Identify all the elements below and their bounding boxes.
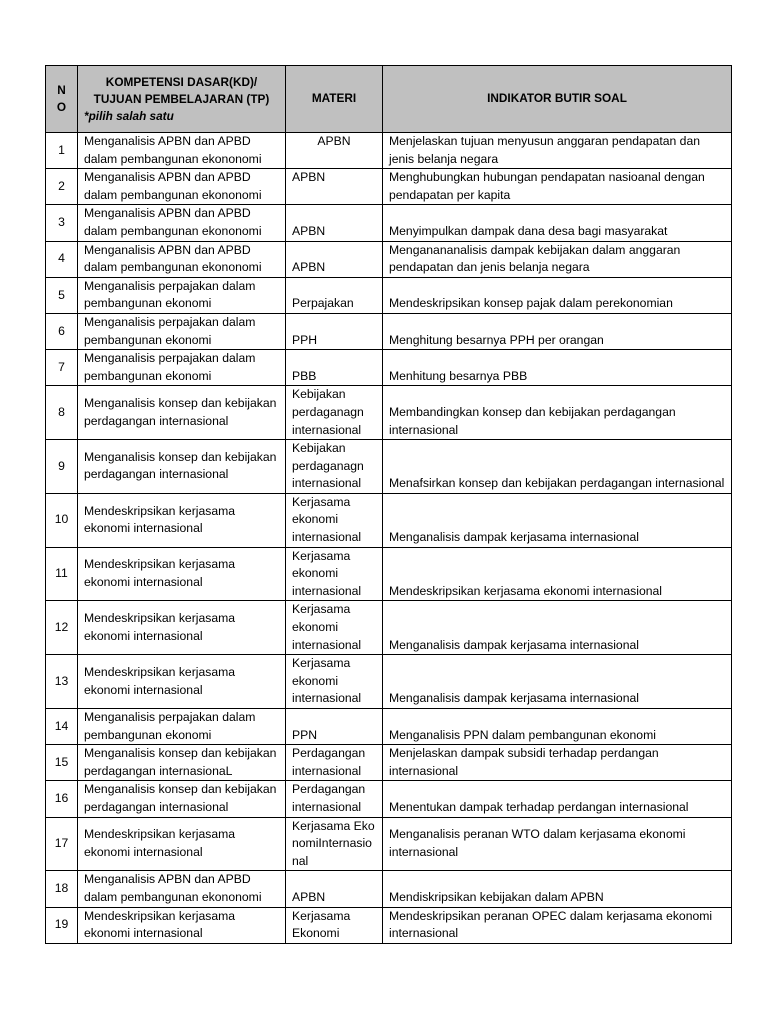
table-row bbox=[46, 745, 732, 781]
materi-cell: Kerjasama ekonomi internasional bbox=[286, 655, 383, 709]
table-row bbox=[46, 601, 732, 655]
table-row bbox=[46, 440, 732, 494]
table-row bbox=[46, 241, 732, 277]
table-row bbox=[46, 655, 732, 709]
materi-cell: Kerjasama ekonomi internasional bbox=[286, 601, 383, 655]
table-row bbox=[46, 871, 732, 907]
table-row bbox=[46, 817, 732, 871]
materi-cell: Kerjasama ekonomi internasional bbox=[286, 493, 383, 547]
indikator-cell: Menganalisis dampak kerjasama internasional bbox=[383, 493, 732, 547]
row-number: 8 bbox=[46, 386, 78, 440]
materi-cell: Perpajakan bbox=[286, 277, 383, 313]
header-kd-line2: TUJUAN PEMBELAJARAN (TP) bbox=[93, 91, 270, 106]
indikator-cell: Mendeskripsikan konsep pajak dalam perekonomian bbox=[383, 277, 732, 313]
kd-cell: Menganalisis konsep dan kebijakan perdagangan internasional bbox=[78, 440, 286, 494]
materi-cell: PPN bbox=[286, 709, 383, 745]
indikator-cell: Mendeskripsikan kerjasama ekonomi internasional bbox=[383, 547, 732, 601]
table-row bbox=[46, 169, 732, 205]
header-no bbox=[46, 66, 78, 133]
row-number: 19 bbox=[46, 907, 78, 943]
row-number: 9 bbox=[46, 440, 78, 494]
table-row bbox=[46, 277, 732, 313]
row-number: 2 bbox=[46, 169, 78, 205]
indikator-cell: Menghubungkan hubungan pendapatan nasioanal dengan pendapatan per kapita bbox=[383, 169, 732, 205]
materi-cell: Kebijakan perdaganagn internasional bbox=[286, 386, 383, 440]
row-number: 4 bbox=[46, 241, 78, 277]
indikator-cell: Menganananalisis dampak kebijakan dalam anggaran pendapatan dan jenis belanja negara bbox=[383, 241, 732, 277]
kd-cell: Menganalisis APBN dan APBD dalam pembangunan ekononomi bbox=[78, 205, 286, 241]
materi-cell: Perdagangan internasional bbox=[286, 781, 383, 817]
materi-cell: PBB bbox=[286, 350, 383, 386]
header-no-line2: O bbox=[56, 100, 67, 114]
header-kd-line1: KOMPETENSI DASAR(KD)/ bbox=[105, 74, 258, 89]
materi-cell: PPH bbox=[286, 313, 383, 349]
kisi-kisi-table bbox=[45, 65, 732, 944]
row-number: 18 bbox=[46, 871, 78, 907]
kd-cell: Mendeskripsikan kerjasama ekonomi internasional bbox=[78, 493, 286, 547]
kd-cell: Menganalisis konsep dan kebijakan perdagangan internasional bbox=[78, 781, 286, 817]
indikator-cell: Menyimpulkan dampak dana desa bagi masyarakat bbox=[383, 205, 732, 241]
kd-cell: Menganalisis konsep dan kebijakan perdagangan internasional bbox=[78, 386, 286, 440]
kd-cell: Mendeskripsikan kerjasama ekonomi internasional bbox=[78, 655, 286, 709]
materi-cell: Kerjasama EkonomiInternasional bbox=[286, 817, 383, 871]
kd-cell: Mendeskripsikan kerjasama ekonomi internasional bbox=[78, 601, 286, 655]
kd-cell: Mendeskripsikan kerjasama ekonomi internasional bbox=[78, 547, 286, 601]
kd-cell: Menganalisis perpajakan dalam pembangunan ekonomi bbox=[78, 709, 286, 745]
indikator-cell: Membandingkan konsep dan kebijakan perdagangan internasional bbox=[383, 386, 732, 440]
table-row bbox=[46, 907, 732, 943]
kd-cell: Menganalisis konsep dan kebijakan perdagangan internasionaL bbox=[78, 745, 286, 781]
table-row bbox=[46, 386, 732, 440]
table-row bbox=[46, 350, 732, 386]
kd-cell: Menganalisis APBN dan APBD dalam pembangunan ekononomi bbox=[78, 871, 286, 907]
row-number: 11 bbox=[46, 547, 78, 601]
indikator-cell: Menganalisis dampak kerjasama internasional bbox=[383, 655, 732, 709]
materi-cell: APBN bbox=[286, 205, 383, 241]
kd-cell: Menganalisis perpajakan dalam pembangunan ekonomi bbox=[78, 277, 286, 313]
indikator-cell: Menganalisis peranan WTO dalam kerjasama ekonomi internasional bbox=[383, 817, 732, 871]
kd-cell: Menganalisis perpajakan dalam pembangunan ekonomi bbox=[78, 313, 286, 349]
row-number: 3 bbox=[46, 205, 78, 241]
row-number: 5 bbox=[46, 277, 78, 313]
kd-cell: Menganalisis APBN dan APBD dalam pembangunan ekononomi bbox=[78, 241, 286, 277]
indikator-cell: Menjelaskan dampak subsidi terhadap perdangan internasional bbox=[383, 745, 732, 781]
header-indikator: INDIKATOR BUTIR SOAL bbox=[383, 66, 732, 133]
header-kompetensi-dasar bbox=[78, 66, 286, 133]
table-row bbox=[46, 547, 732, 601]
indikator-cell: Menjelaskan tujuan menyusun anggaran pendapatan dan jenis belanja negara bbox=[383, 133, 732, 169]
row-number: 15 bbox=[46, 745, 78, 781]
materi-cell: Perdagangan internasional bbox=[286, 745, 383, 781]
row-number: 13 bbox=[46, 655, 78, 709]
indikator-cell: Menghitung besarnya PPH per orangan bbox=[383, 313, 732, 349]
header-no-line1: N bbox=[57, 83, 66, 97]
kd-cell: Menganalisis APBN dan APBD dalam pembangunan ekononomi bbox=[78, 169, 286, 205]
header-row bbox=[46, 66, 732, 133]
materi-cell: Kerjasama ekonomi internasional bbox=[286, 547, 383, 601]
materi-cell: Kebijakan perdaganagn internasional bbox=[286, 440, 383, 494]
materi-cell: APBN bbox=[286, 241, 383, 277]
row-number: 7 bbox=[46, 350, 78, 386]
materi-cell: APBN bbox=[286, 871, 383, 907]
materi-cell: APBN bbox=[286, 133, 383, 169]
table-row bbox=[46, 709, 732, 745]
indikator-cell: Mendeskripsikan peranan OPEC dalam kerjasama ekonomi internasional bbox=[383, 907, 732, 943]
indikator-cell: Menentukan dampak terhadap perdangan internasional bbox=[383, 781, 732, 817]
row-number: 14 bbox=[46, 709, 78, 745]
table-row bbox=[46, 313, 732, 349]
kd-cell: Menganalisis perpajakan dalam pembangunan ekonomi bbox=[78, 350, 286, 386]
row-number: 10 bbox=[46, 493, 78, 547]
indikator-cell: Menhitung besarnya PBB bbox=[383, 350, 732, 386]
row-number: 1 bbox=[46, 133, 78, 169]
indikator-cell: Menafsirkan konsep dan kebijakan perdagangan internasional bbox=[383, 440, 732, 494]
table-row bbox=[46, 205, 732, 241]
header-kd-note: *pilih salah satu bbox=[84, 108, 174, 123]
row-number: 6 bbox=[46, 313, 78, 349]
kd-cell: Mendeskripsikan kerjasama ekonomi internasional bbox=[78, 817, 286, 871]
table-row bbox=[46, 493, 732, 547]
row-number: 17 bbox=[46, 817, 78, 871]
row-number: 16 bbox=[46, 781, 78, 817]
indikator-cell: Menganalisis dampak kerjasama internasional bbox=[383, 601, 732, 655]
kd-cell: Menganalisis APBN dan APBD dalam pembangunan ekononomi bbox=[78, 133, 286, 169]
row-number: 12 bbox=[46, 601, 78, 655]
header-materi: MATERI bbox=[286, 66, 383, 133]
indikator-cell: Mendiskripsikan kebijakan dalam APBN bbox=[383, 871, 732, 907]
kd-cell: Mendeskripsikan kerjasama ekonomi internasional bbox=[78, 907, 286, 943]
materi-cell: Kerjasama Ekonomi bbox=[286, 907, 383, 943]
table-row bbox=[46, 133, 732, 169]
materi-cell: APBN bbox=[286, 169, 383, 205]
table-row bbox=[46, 781, 732, 817]
indikator-cell: Menganalisis PPN dalam pembangunan ekonomi bbox=[383, 709, 732, 745]
